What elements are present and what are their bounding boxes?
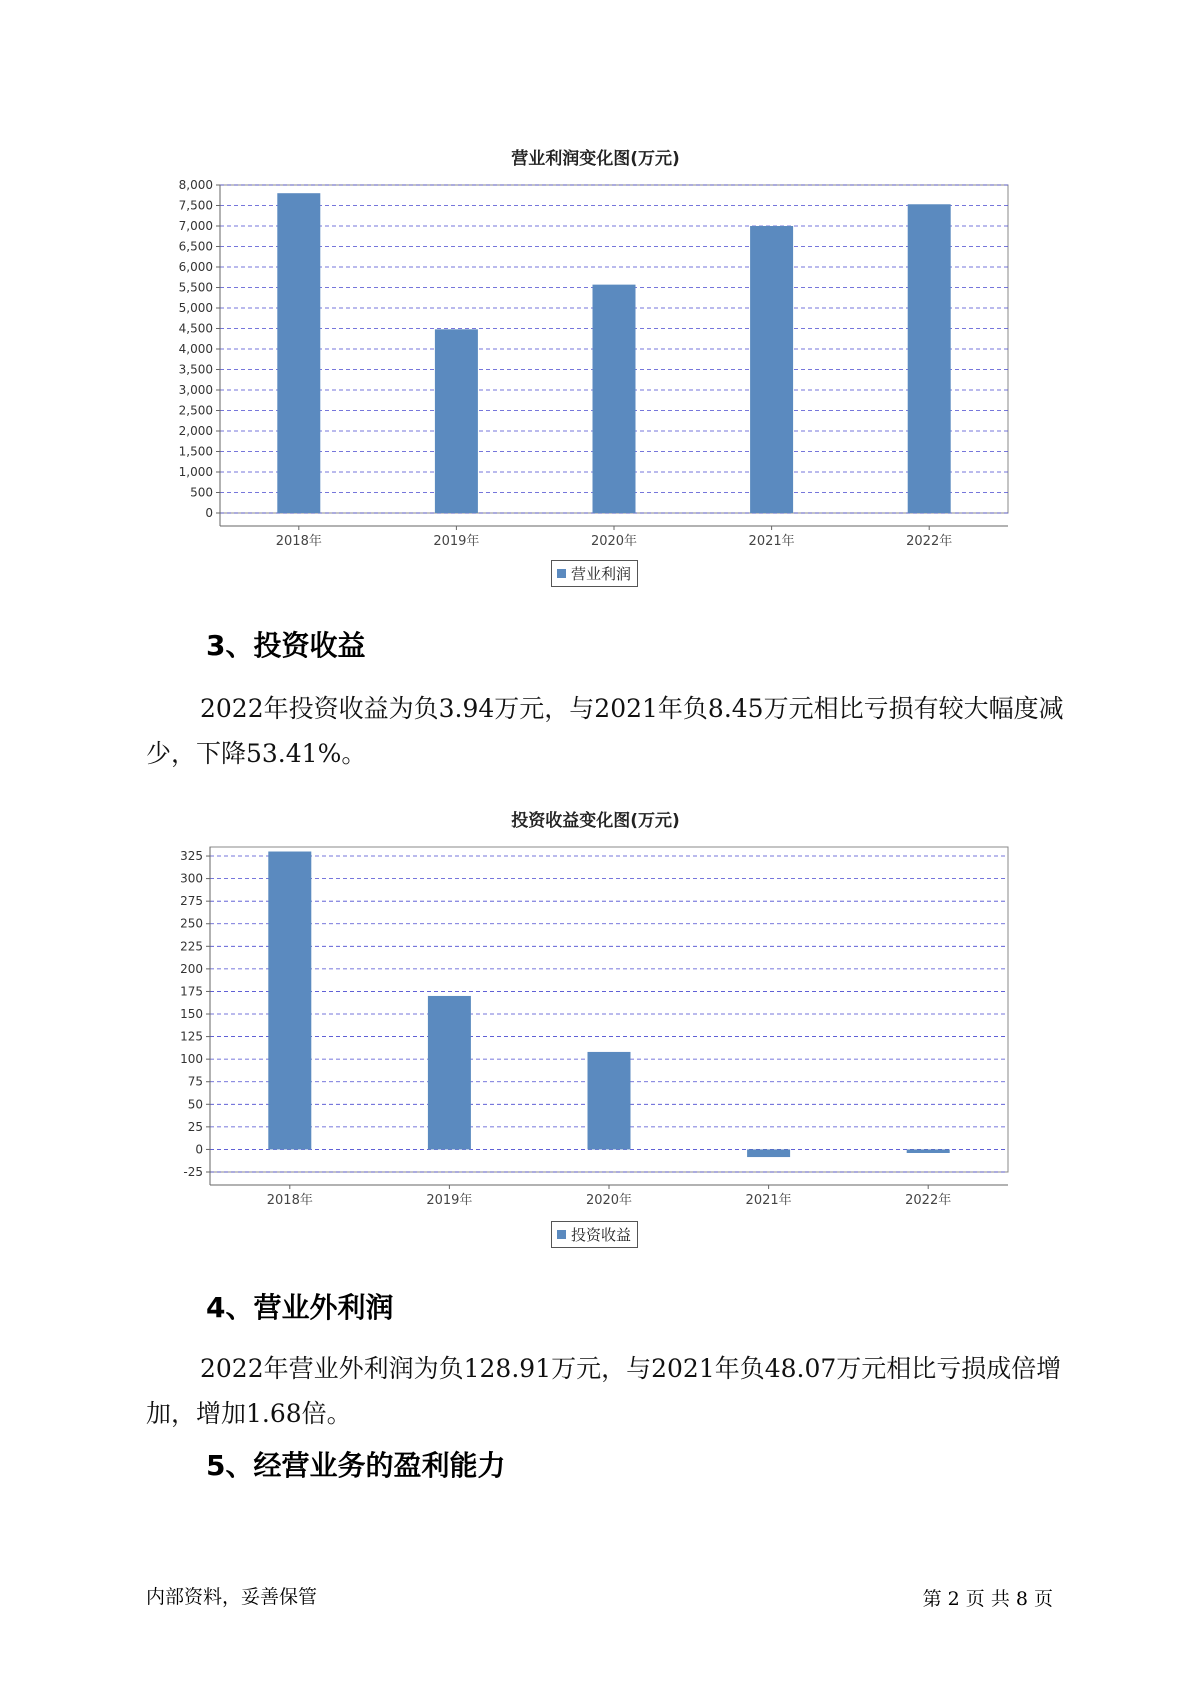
- chart2-ytick-label: 50: [187, 1097, 203, 1112]
- chart1-ytick-label: 6,500: [178, 239, 213, 254]
- chart1-ytick-label: 3,500: [178, 362, 213, 377]
- chart1-xtick-label: 2022年: [906, 534, 953, 549]
- chart2-title: 投资收益变化图(万元): [511, 811, 680, 831]
- chart1-ytick-label: 3,000: [178, 383, 213, 397]
- chart1-ytick-label: 2,000: [178, 424, 213, 438]
- chart2-xtick-label: 2019年: [426, 1193, 473, 1208]
- footer-page-number: 第 2 页 共 8 页: [922, 1588, 1053, 1610]
- legend-swatch: [557, 1230, 566, 1239]
- chart2-bar-2019年: [428, 996, 471, 1149]
- chart2-ytick-label: 300: [180, 871, 203, 886]
- chart2-ytick-label: 325: [180, 849, 203, 864]
- chart1-ytick-label: 6,000: [178, 260, 213, 274]
- section-3-heading: 3、投资收益: [206, 629, 366, 662]
- chart2-xtick-label: 2021年: [745, 1193, 792, 1208]
- chart2-bar-2018年: [268, 852, 311, 1150]
- chart2-ytick-label: 250: [180, 916, 203, 931]
- chart1-xtick-label: 2019年: [433, 534, 480, 549]
- chart2-xtick-label: 2018年: [266, 1193, 313, 1208]
- chart1-xtick-label: 2020年: [590, 534, 638, 549]
- chart1-ytick-label: 1,500: [178, 444, 213, 459]
- chart2-ytick-label: 275: [180, 894, 203, 909]
- chart1-ytick-label: 8,000: [178, 178, 213, 192]
- chart2-bar-2022年: [907, 1149, 950, 1153]
- chart2-xtick-label: 2020年: [585, 1193, 633, 1208]
- chart1-ytick-label: 5,500: [178, 280, 213, 295]
- footer-confidential-note: 内部资料，妥善保管: [146, 1586, 318, 1608]
- chart1-title: 营业利润变化图(万元): [511, 149, 680, 169]
- chart1-ytick-label: 7,500: [178, 198, 213, 213]
- chart1-ytick-label: 7,000: [178, 219, 213, 233]
- section-3-paragraph: 2022年投资收益为负3.94万元，与2021年负8.45万元相比亏损有较大幅度减少，下降53.41%。: [146, 694, 1064, 768]
- chart1-ytick-label: 2,500: [178, 403, 213, 418]
- chart2-ytick-label: 75: [187, 1074, 203, 1089]
- chart2-xtick-label: 2022年: [905, 1193, 952, 1208]
- chart1-ytick-label: 0: [205, 506, 213, 520]
- chart2-legend: [551, 1221, 638, 1248]
- chart2-ytick-label: 125: [180, 1029, 203, 1044]
- chart2-ytick-label: 225: [180, 939, 203, 954]
- chart1-ytick-label: 4,000: [178, 342, 213, 356]
- chart2-ytick-label: 0: [195, 1142, 203, 1157]
- chart1-legend-label: 营业利润: [571, 565, 632, 583]
- chart2-ytick-label: 100: [180, 1052, 203, 1067]
- chart2-ytick-label: 200: [180, 961, 203, 976]
- chart2-bar-2021年: [747, 1149, 790, 1157]
- chart1-xtick-label: 2021年: [748, 534, 795, 549]
- chart2-ytick-label: 25: [187, 1119, 203, 1134]
- chart1-ytick-label: 500: [190, 485, 213, 500]
- chart1-ytick-label: 5,000: [178, 301, 213, 315]
- chart1-ytick-label: 1,000: [178, 465, 213, 479]
- section-4-heading: 4、营业外利润: [206, 1291, 394, 1324]
- chart2-bar-2020年: [588, 1052, 631, 1150]
- chart1-ytick-label: 4,500: [178, 321, 213, 336]
- chart2-ytick-label: 150: [180, 1007, 203, 1022]
- chart2-ytick-label: -25: [183, 1165, 203, 1179]
- chart2-ytick-label: 175: [180, 984, 203, 999]
- section-4-paragraph: 2022年营业外利润为负128.91万元，与2021年负48.07万元相比亏损成倍增加，增加1.68倍。: [146, 1354, 1062, 1428]
- chart1-xtick-label: 2018年: [275, 534, 322, 549]
- chart2-legend-label: 投资收益: [571, 1226, 632, 1244]
- section-5-heading: 5、经营业务的盈利能力: [206, 1449, 506, 1482]
